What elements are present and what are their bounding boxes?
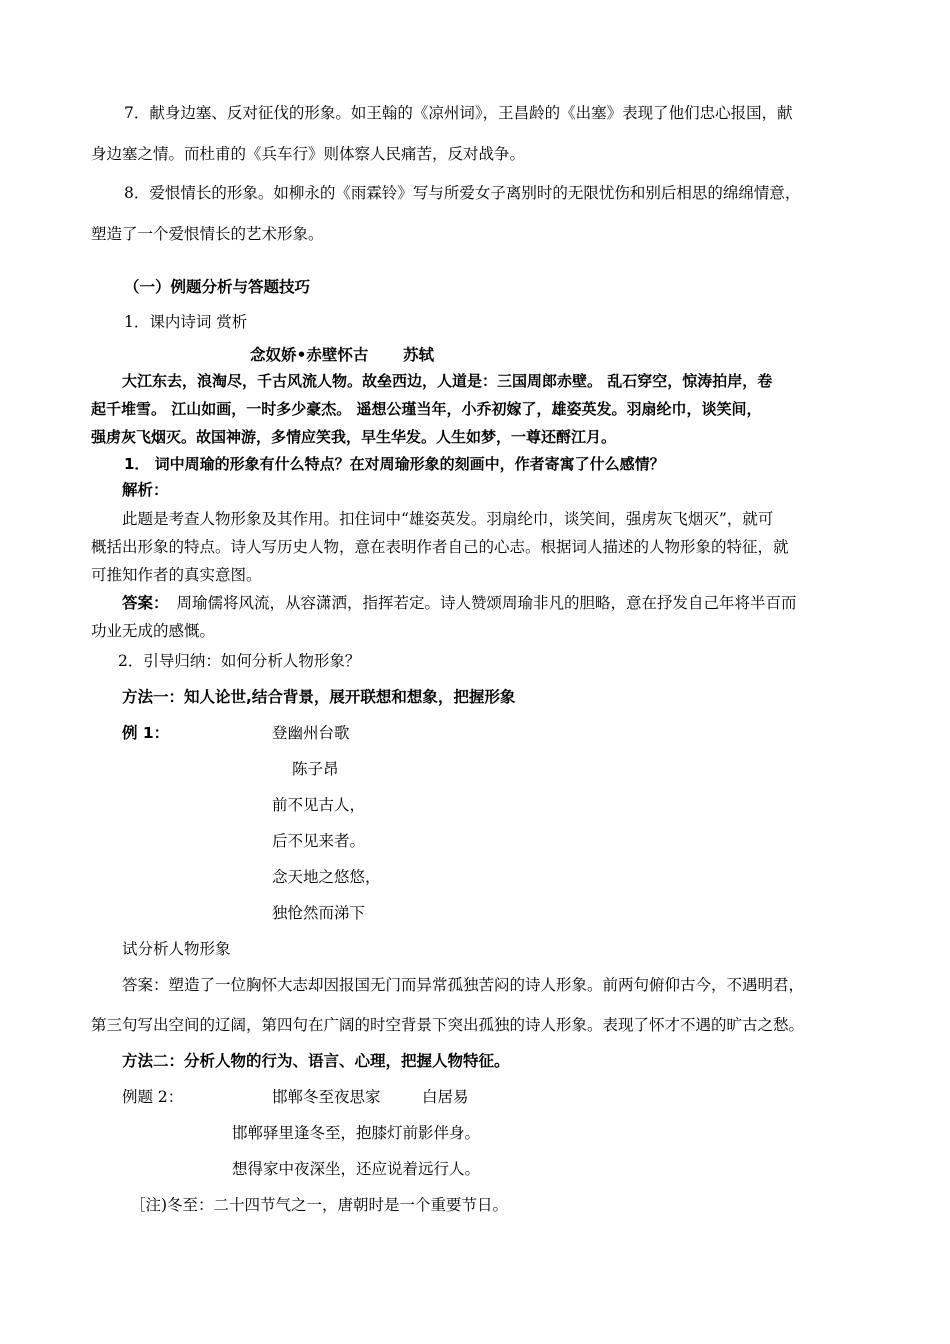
answer-1-line-1: [122, 592, 797, 614]
poem-1-title: 念奴娇•赤壁怀古: [250, 346, 369, 364]
poem-1-line-2: 起千堆雪。 江山如画，一时多少豪杰。 遥想公瑾当年，小乔初嫁了，雄姿英发。羽扇纶巾，谈笑间，: [91, 400, 762, 418]
answer-1-text: 周瑜儒将风流，从容潇洒，指挥若定。诗人赞颂周瑜非凡的胆略，意在抒发自己年将半百而: [176, 594, 797, 612]
method-1-heading: 方法一：知人论世,结合背景，展开联想和想象，把握形象: [122, 688, 516, 706]
answer-2-line-1: 答案：塑造了一位胸怀大志却因报国无门而异常孤独苦闷的诗人形象。前两句俯仰古今，不遇明君，: [122, 976, 805, 994]
poem-1-line-1: 大江东去，浪淘尽，千古风流人物。故垒西边，人道是：三国周郎赤壁。 乱石穿空，惊涛拍岸，卷: [122, 372, 773, 390]
example-2-title: 邯郸冬至夜思家: [272, 1088, 381, 1106]
paragraph-8-line-2: 塑造了一个爱恨情长的艺术形象。: [91, 225, 324, 243]
item-2-heading: 2．引导归纳：如何分析人物形象？: [118, 652, 361, 670]
footnote: ［注)冬至：二十四节气之一，唐朝时是一个重要节日。: [130, 1196, 509, 1214]
item-1-heading: 1．课内诗词 赏析: [124, 313, 248, 331]
poem-1-line-3: 强虏灰飞烟灭。故国神游，多情应笑我，早生华发。人生如梦，一尊还酹江月。: [91, 428, 617, 446]
example-1-line-4: 独怆然而涕下: [272, 904, 366, 922]
analysis-label: 解析：: [122, 481, 169, 499]
analysis-line-3: 可推知作者的真实意图。: [91, 566, 262, 584]
example-2-author: 白居易: [422, 1088, 469, 1106]
paragraph-7-line-2: 身边塞之情。而杜甫的《兵车行》则体察人民痛苦，反对战争。: [91, 145, 526, 163]
paragraph-7-line-1: 7．献身边塞、反对征伐的形象。如王翰的《凉州词》，王昌龄的《出塞》表现了他们忠心报国，献: [124, 104, 793, 122]
question-1: 1． 词中周瑜的形象有什么特点？在对周瑜形象的刻画中，作者寄寓了什么感情？: [124, 455, 665, 473]
answer-2-line-2: 第三句写出空间的辽阔，第四句在广阔的时空背景下突出孤独的诗人形象。表现了怀才不遇的旷古之愁。: [91, 1016, 805, 1034]
example-1-author: 陈子昂: [292, 760, 339, 778]
example-2-label: 例题 2：: [122, 1088, 184, 1106]
paragraph-8-line-1: 8．爱恨情长的形象。如柳永的《雨霖铃》写与所爱女子离别时的无限忧伤和别后相思的绵绵情意，: [124, 184, 801, 202]
task-prompt: 试分析人物形象: [122, 940, 231, 958]
example-1-line-1: 前不见古人，: [272, 796, 366, 814]
analysis-line-1: 此题是考查人物形象及其作用。扣住词中“雄姿英发。羽扇纶巾，谈笑间，强虏灰飞烟灭”，就可: [122, 510, 774, 528]
example-1-label: 例 1：: [122, 724, 170, 742]
example-2-line-1: 邯郸驿里逢冬至，抱膝灯前影伴身。: [232, 1124, 481, 1142]
answer-1-line-2: 功业无成的感慨。: [91, 622, 216, 640]
method-2-heading: 方法二：分析人物的行为、语言、心理，把握人物特征。: [122, 1052, 510, 1070]
poem-1-author: 苏轼: [403, 346, 435, 364]
answer-1-label: 答案：: [122, 594, 169, 612]
example-1-title: 登幽州台歌: [272, 724, 350, 742]
analysis-line-2: 概括出形象的特点。诗人写历史人物，意在表明作者自己的心志。根据词人描述的人物形象的特征，就: [91, 538, 789, 556]
example-2-line-2: 想得家中夜深坐，还应说着远行人。: [232, 1160, 481, 1178]
example-1-line-3: 念天地之悠悠，: [272, 868, 381, 886]
section-heading: （一）例题分析与答题技巧: [124, 278, 311, 296]
example-1-line-2: 后不见来者。: [272, 832, 366, 850]
